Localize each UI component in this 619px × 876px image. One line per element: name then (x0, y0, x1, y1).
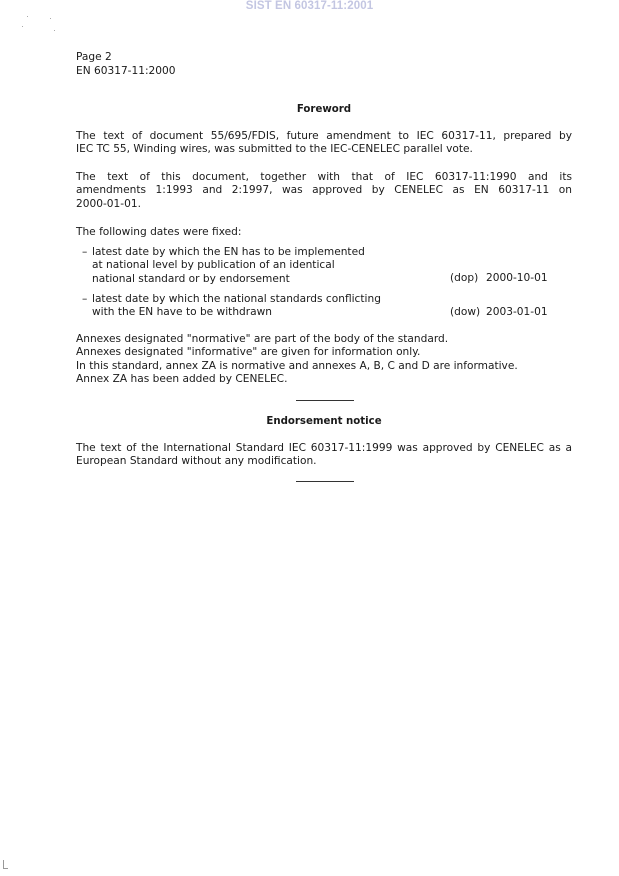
endorsement-heading-wrap (76, 415, 572, 428)
para-line: The text of document 55/695/FDIS, future amendment to IEC 60317-11, prepared by (76, 130, 572, 142)
endorsement-heading: Endorsement notice (266, 416, 382, 427)
annex-line: Annex ZA has been added by CENELEC. (76, 372, 288, 385)
foreword-heading-wrap (76, 103, 572, 116)
page-header (76, 50, 176, 78)
para-line: 2000-01-01. (76, 197, 141, 210)
date-item-line: latest date by which the national standards conflicting (92, 293, 381, 305)
foreword-para-1 (76, 130, 572, 157)
scan-mark (3, 868, 8, 869)
date-code: (dow) (450, 306, 481, 318)
para-line: The text of the International Standard IEC 60317-11:1999 was approved by CENELEC as a (76, 442, 572, 454)
date-item-line: with the EN have to be withdrawn (92, 306, 272, 319)
foreword-para-2 (76, 171, 572, 211)
date-item-dop (82, 246, 578, 286)
date-item-line: latest date by which the EN has to be implemented (92, 246, 365, 258)
annex-line: In this standard, annex ZA is normative and annexes A, B, C and D are informative. (76, 359, 518, 372)
annex-paragraph (76, 333, 572, 386)
dates-intro (76, 226, 572, 239)
annex-line: Annexes designated "normative" are part of the body of the standard. (76, 333, 449, 345)
dash: – (82, 293, 88, 305)
page-number: Page 2 (76, 51, 112, 63)
dates-intro-text: The following dates were fixed: (76, 226, 242, 238)
scan-mark (3, 860, 4, 868)
para-line: The text of this document, together with that of IEC 60317-11:1990 and its (76, 171, 572, 183)
date-item-dow (82, 293, 578, 320)
date-item-line: national standard or by endorsement (92, 272, 290, 285)
date-code: (dop) (450, 272, 479, 284)
dash: – (82, 246, 88, 258)
date-item-line: at national level by publication of an identical (92, 259, 335, 272)
foreword-heading: Foreword (296, 104, 352, 115)
para-line: IEC TC 55, Winding wires, was submitted to the IEC-CENELEC parallel vote. (76, 143, 473, 156)
watermark: SIST EN 60317-11:2001 (245, 0, 374, 12)
date-value: 2000-10-01 (486, 272, 548, 284)
para-line: European Standard without any modification. (76, 455, 317, 468)
divider (296, 400, 354, 401)
endorsement-paragraph (76, 442, 572, 469)
date-value: 2003-01-01 (486, 306, 548, 318)
annex-line: Annexes designated "informative" are given for information only. (76, 346, 421, 359)
para-line: amendments 1:1993 and 2:1997, was approved by CENELEC as EN 60317-11 on (76, 184, 572, 197)
divider (296, 481, 354, 482)
standard-number: EN 60317-11:2000 (76, 65, 176, 77)
